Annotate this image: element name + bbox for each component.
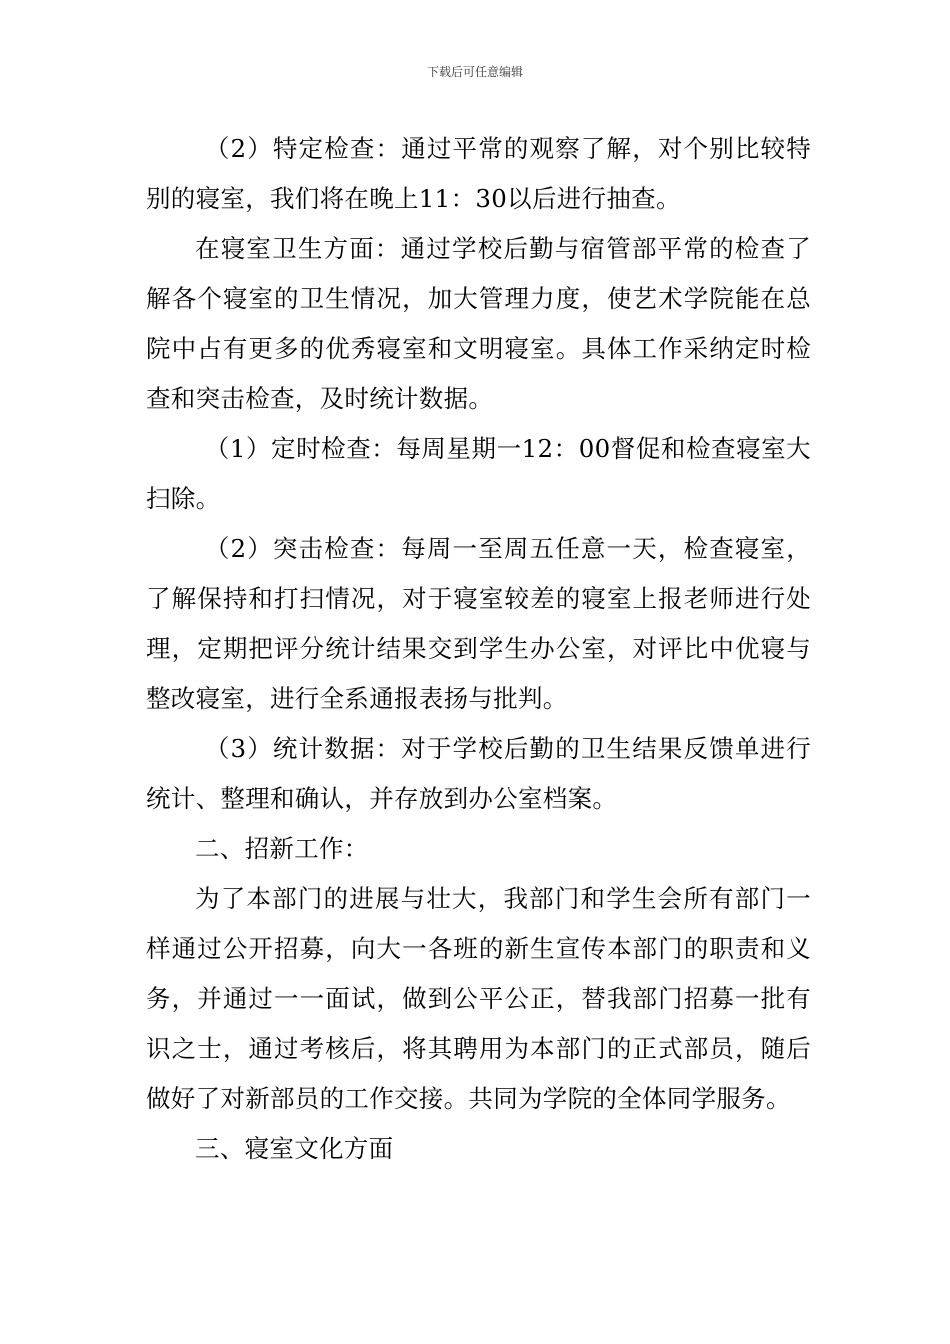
page-header: 下载后可任意编辑 xyxy=(426,65,523,79)
section-heading-dorm-culture: 三、寝室文化方面 xyxy=(195,1134,394,1163)
paragraph-surprise-inspection: （2）突击检查：每周一至周五任意一天，检查寝室，了解保持和打扫情况，对于寝室较差的寝室上报老师进行处理，定期把评分统计结果交到学生办公室，对评比中优寝与整改寝室，进行全系通报表扬与批判。 xyxy=(146,534,811,713)
paragraph-statistics: （3）统计数据：对于学校后勤的卫生结果反馈单进行统计、整理和确认，并存放到办公室档案。 xyxy=(146,734,811,813)
paragraph-dorm-hygiene: 在寝室卫生方面：通过学校后勤与宿管部平常的检查了解各个寝室的卫生情况，加大管理力度，使艺术学院能在总院中占有更多的优秀寝室和文明寝室。具体工作采纳定时检查和突击检查，及时统计数据。 xyxy=(146,234,811,413)
section-heading-recruitment: 二、招新工作： xyxy=(195,834,369,863)
paragraph-scheduled-inspection: （1）定时检查：每周星期一12：00督促和检查寝室大扫除。 xyxy=(146,434,811,513)
paragraph-recruitment: 为了本部门的进展与壮大，我部门和学生会所有部门一样通过公开招募，向大一各班的新生宣传本部门的职责和义务，并通过一一面试，做到公平公正，替我部门招募一批有识之士，通过考核后，将其聘用为本部门的正式部员，随后做好了对新部员的工作交接。共同为学院的全体同学服务。 xyxy=(146,884,811,1113)
document-body xyxy=(146,124,811,1174)
paragraph-special-inspection: （2）特定检查：通过平常的观察了解，对个别比较特别的寝室，我们将在晚上11：30以后进行抽查。 xyxy=(146,134,811,213)
